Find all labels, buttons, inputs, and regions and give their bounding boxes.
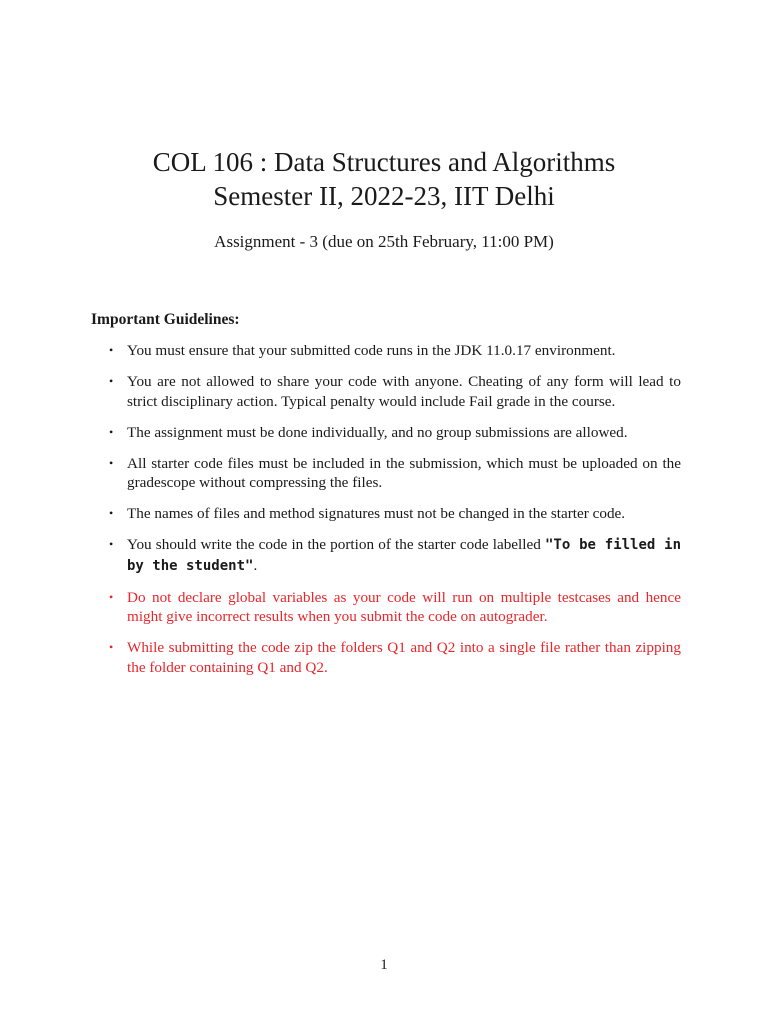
bullet-icon: • bbox=[109, 374, 114, 388]
guideline-item-names-signatures bbox=[91, 504, 681, 524]
guideline-text: You should write the code in the portion of the starter code labelled bbox=[127, 536, 545, 553]
document-title-line-1: COL 106 : Data Structures and Algorithms bbox=[152, 147, 616, 177]
guideline-item-individual bbox=[91, 423, 681, 443]
document-title-line-2: Semester II, 2022-23, IIT Delhi bbox=[213, 181, 555, 211]
bullet-icon: • bbox=[109, 506, 114, 520]
bullet-icon: • bbox=[109, 537, 114, 551]
guidelines-heading: Important Guidelines: bbox=[91, 311, 240, 328]
guideline-item-no-sharing bbox=[91, 372, 681, 411]
bullet-icon: • bbox=[109, 589, 114, 604]
guideline-text: While submitting the code zip the folders Q1 and Q2 into a single file rather than zipping the folder containing Q1 and Q2. bbox=[127, 639, 681, 676]
bullet-icon: • bbox=[109, 455, 114, 470]
guideline-text: The names of files and method signatures must not be changed in the starter code. bbox=[127, 505, 626, 522]
page-number: 1 bbox=[380, 957, 388, 973]
bullet-icon: • bbox=[109, 424, 114, 439]
bullet-icon: • bbox=[109, 640, 114, 654]
guideline-bold-label: "To be filled in by the student" bbox=[127, 537, 681, 574]
guideline-item-global-variables bbox=[91, 588, 681, 627]
guideline-text-end: . bbox=[253, 556, 258, 574]
guideline-item-fill-portion bbox=[91, 535, 681, 576]
guideline-item-jdk bbox=[91, 341, 681, 361]
guideline-text: Do not declare global variables as your code will run on multiple testcases and hence might give incorrect results when you submit the code on autograder. bbox=[127, 588, 681, 625]
guideline-item-zip-folders bbox=[91, 638, 681, 677]
guideline-text: The assignment must be done individually, and no group submissions are allowed. bbox=[127, 423, 628, 441]
guideline-text: You must ensure that your submitted code runs in the JDK 11.0.17 environment. bbox=[127, 342, 616, 359]
guideline-item-starter-files bbox=[91, 454, 681, 493]
guidelines-list bbox=[91, 341, 681, 689]
bullet-icon: • bbox=[109, 343, 114, 357]
guideline-text: You are not allowed to share your code with anyone. Cheating of any form will lead to strict disciplinary action. Typical penalty would include Fail grade in the course. bbox=[127, 373, 681, 410]
guideline-text: All starter code files must be included in the submission, which must be uploaded on the gradescope without compressing the files. bbox=[127, 454, 681, 491]
assignment-subtitle: Assignment - 3 (due on 25th February, 11:00 PM) bbox=[214, 232, 554, 251]
